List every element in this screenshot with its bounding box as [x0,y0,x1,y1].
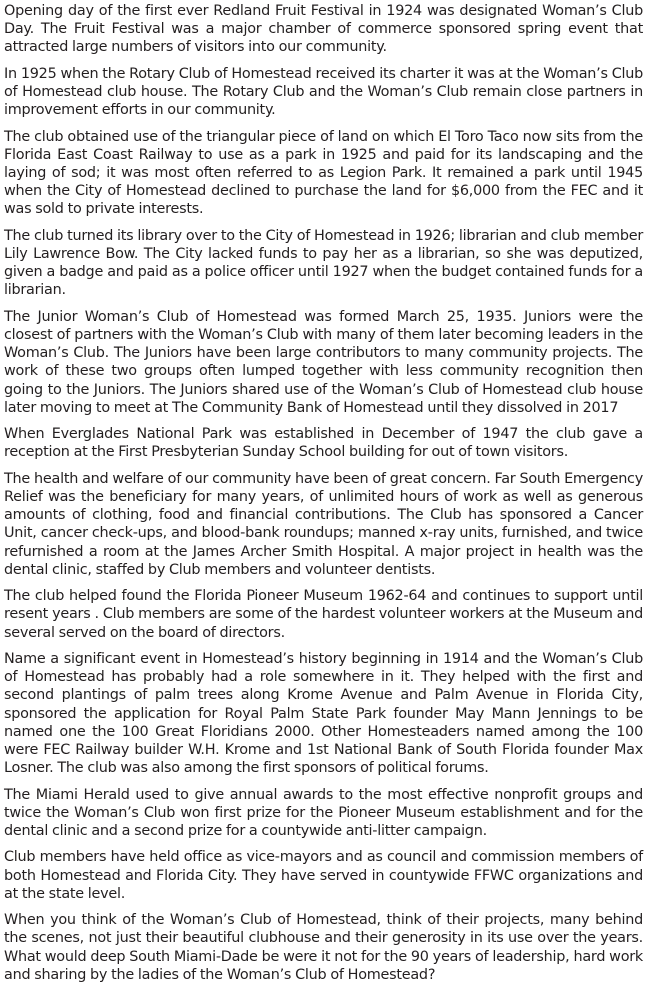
paragraph-health-welfare: The health and welfare of our community have been of great concern. Far South Emergency Relief was the beneficiary for many years, of unlimited hours of work as well as generous amounts of clothing, food and financial contributions. The Club has sponsored a Cancer Unit, cancer check-ups, and blood-bank roundups; manned x-ray units, furnished, and twice refurnished a room at the James Archer Smith Hospital. A major project in health was the dental clinic, staffed by Club members and volunteer dentists. [4,470,643,578]
paragraph-fruit-festival: Opening day of the first ever Redland Fruit Festival in 1924 was designated Woman’s Club Day. The Fruit Festival was a major chamber of commerce sponsored spring event that attracted large numbers of visitors into our community. [4,3,643,56]
paragraph-rotary-club: In 1925 when the Rotary Club of Homestead received its charter it was at the Woman’s Club of Homestead club house. The Rotary Club and the Woman’s Club remain close partners in improvement efforts in our community. [4,65,643,119]
paragraph-miami-herald-awards: The Miami Herald used to give annual awards to the most effective nonprofit groups and twice the Woman’s Club won first prize for the Pioneer Museum establishment and for the dental clinic and a second prize for a countywide anti-litter campaign. [4,786,643,840]
paragraph-homestead-history: Name a significant event in Homestead’s history beginning in 1914 and the Woman’s Club of Homestead has probably had a role somewhere in it. They helped with the first and second plantings of palm trees along Krome Avenue and Palm Avenue in Florida City, sponsored the application for Royal Palm State Park founder May Mann Jennings to be named one the 100 Great Floridians 2000. Other Homesteaders named among the 100 were FEC Railway builder W.H. Krome and 1st National Bank of South Florida founder Max Losner. The club was also among the first sponsors of political forums. [4,651,643,777]
paragraph-junior-womans-club: The Junior Woman’s Club of Homestead was formed March 25, 1935. Juniors were the closest of partners with the Woman’s Club with many of them later becoming leaders in the Woman’s Club. The Juniors have been large contributors to many community projects. The work of these two groups often lumped together with less community recognition then going to the Juniors. The Juniors shared use of the Woman’s Club of Homestead club house later moving to meet at The Community Bank of Homestead until they dissolved in 2017 [4,308,643,416]
paragraph-everglades: When Everglades National Park was established in December of 1947 the club gave a reception at the First Presbyterian Sunday School building for out of town visitors. [4,426,643,461]
paragraph-office-holders: Club members have held office as vice-mayors and as council and commission members of both Homestead and Florida City. They have served in countywide FFWC organizations and at the state level. [4,849,643,902]
paragraph-closing: When you think of the Woman’s Club of Homestead, think of their projects, many behind the scenes, not just their beautiful clubhouse and their generosity in its use over the years. What would deep South Miami-Dade be were it not for the 90 years of leadership, hard work and sharing by the ladies of the Woman’s Club of Homestead? [4,912,643,983]
paragraph-legion-park: The club obtained use of the triangular piece of land on which El Toro Taco now sits from the Florida East Coast Railway to use as a park in 1925 and paid for its landscaping and the laying of sod; it was most often referred to as Legion Park. It remained a park until 1945 when the City of Homestead declined to purchase the land for $6,000 from the FEC and it was sold to private interests. [4,128,643,218]
paragraph-library: The club turned its library over to the City of Homestead in 1926; librarian and club member Lily Lawrence Bow. The City lacked funds to pay her as a librarian, so she was deputized, given a badge and paid as a police officer until 1927 when the budget contained funds for a librarian. [4,227,643,299]
paragraph-pioneer-museum: The club helped found the Florida Pioneer Museum 1962-64 and continues to support until resent years . Club members are some of the hardest volunteer workers at the Museum and several served on the board of directors. [4,588,643,641]
